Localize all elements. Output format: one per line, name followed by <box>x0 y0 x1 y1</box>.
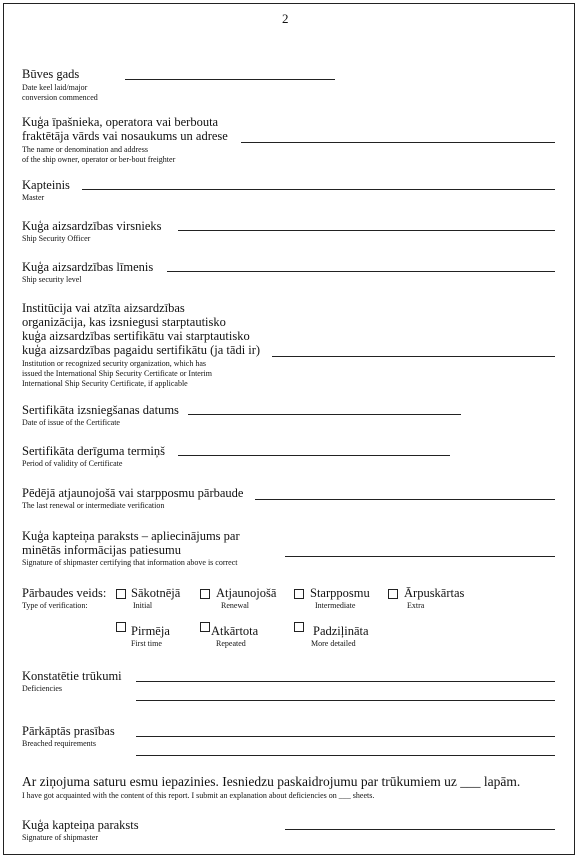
checkbox-renewal[interactable] <box>200 589 210 599</box>
option-more-detailed-label: Padziļināta <box>313 624 369 638</box>
field-label-last-renewal: Pēdējā atjaunojošā vai starpposmu pārbaude <box>22 486 244 500</box>
page-number: 2 <box>282 11 289 26</box>
option-first-time-label: Pirmēja <box>131 624 170 638</box>
validity-field[interactable] <box>178 455 450 456</box>
field-label-en-line: conversion commenced <box>22 93 98 102</box>
checkbox-intermediate[interactable] <box>294 589 304 599</box>
field-label-en-line: Period of validity of Certificate <box>22 459 123 468</box>
option-extra-label-en: Extra <box>407 601 425 610</box>
field-label-master: Kapteinis <box>22 178 70 192</box>
option-repeated-label-en: Repeated <box>216 639 246 648</box>
field-label-issue-date: Sertifikāta izsniegšanas datums <box>22 403 179 417</box>
option-intermediate-label: Starpposmu <box>310 586 370 600</box>
signature-field[interactable] <box>285 829 555 830</box>
field-label-en-line: Ship security level <box>22 275 82 284</box>
option-repeated-label: Atkārtota <box>211 624 259 638</box>
field-label-en-line: Signature of shipmaster certifying that information above is correct <box>22 558 238 567</box>
field-label-en-line: issued the International Ship Security Certificate or Interim <box>22 369 212 378</box>
field-label-institution: kuģa aizsardzības pagaidu sertifikātu (ja tādi ir) <box>22 343 261 357</box>
field-label-institution: organizācija, kas izsniegusi starptautisko <box>22 315 226 329</box>
deficiencies-label-en: Deficiencies <box>22 684 62 693</box>
field-label-en-line: Date of issue of the Certificate <box>22 418 120 427</box>
checkbox-repeated[interactable] <box>200 622 210 632</box>
checkbox-initial[interactable] <box>116 589 126 599</box>
institution-field[interactable] <box>272 356 555 357</box>
verification-label-en: Type of verification: <box>22 601 88 610</box>
checkbox-extra[interactable] <box>388 589 398 599</box>
field-label-en-line: Date keel laid/major <box>22 83 88 92</box>
field-label-en-line: Institution or recognized security organization, which has <box>22 359 207 368</box>
deficiencies-field-line-2[interactable] <box>136 700 555 701</box>
deficiencies-label: Konstatētie trūkumi <box>22 669 122 683</box>
breached-label: Pārkāptās prasības <box>22 724 115 738</box>
field-label-en-line: International Ship Security Certificate, if applicable <box>22 379 188 388</box>
field-label-owner: Kuģa īpašnieka, operatora vai berbouta <box>22 115 219 129</box>
field-label-en-line: Ship Security Officer <box>22 234 91 243</box>
field-label-institution: kuģa aizsardzības sertifikātu vai starptautisko <box>22 329 250 343</box>
owner-field[interactable] <box>241 142 555 143</box>
field-label-sso: Kuģa aizsardzības virsnieks <box>22 219 162 233</box>
field-label-en-line: The last renewal or intermediate verification <box>22 501 165 510</box>
checkbox-more-detailed[interactable] <box>294 622 304 632</box>
master-certify-signature-field[interactable] <box>285 556 555 557</box>
option-intermediate-label-en: Intermediate <box>315 601 356 610</box>
breached-field-line-1[interactable] <box>136 736 555 737</box>
field-label-master-certify: minētās informācijas patiesumu <box>22 543 181 557</box>
option-renewal-label-en: Renewal <box>221 601 249 610</box>
field-label-en-line: of the ship owner, operator or ber-bout freighter <box>22 155 176 164</box>
sso-field[interactable] <box>178 230 555 231</box>
breached-label-en: Breached requirements <box>22 739 96 748</box>
acknowledgement-text-en: I have got acquainted with the content of this report. I submit an explanation about deficiencies on ___ sheets. <box>22 791 375 800</box>
signature-label: Kuģa kapteiņa paraksts <box>22 818 139 832</box>
field-label-en-line: The name or denomination and address <box>22 145 148 154</box>
field-label-owner: fraktētāja vārds vai nosaukums un adrese <box>22 129 228 143</box>
field-label-institution: Institūcija vai atzīta aizsardzības <box>22 301 185 315</box>
verification-label: Pārbaudes veids: <box>22 586 107 600</box>
deficiencies-field-line-1[interactable] <box>136 681 555 682</box>
option-more-detailed-label-en: More detailed <box>311 639 356 648</box>
breached-field-line-2[interactable] <box>136 755 555 756</box>
option-extra-label: Ārpuskārtas <box>404 586 465 600</box>
field-label-validity: Sertifikāta derīguma termiņš <box>22 444 166 458</box>
field-label-security-level: Kuģa aizsardzības līmenis <box>22 260 154 274</box>
build-year-field[interactable] <box>125 79 335 80</box>
field-label-build-year: Būves gads <box>22 67 80 81</box>
option-initial-label: Sākotnējā <box>131 586 181 600</box>
last-renewal-field[interactable] <box>255 499 555 500</box>
field-label-master-certify: Kuģa kapteiņa paraksts – apliecinājums par <box>22 529 240 543</box>
option-initial-label-en: Initial <box>133 601 153 610</box>
option-first-time-label-en: First time <box>131 639 162 648</box>
option-renewal-label: Atjaunojošā <box>216 586 277 600</box>
acknowledgement-text: Ar ziņojuma saturu esmu iepazinies. Iesniedzu paskaidrojumu par trūkumiem uz ___ lapām. <box>22 774 521 789</box>
issue-date-field[interactable] <box>188 414 461 415</box>
master-field[interactable] <box>82 189 555 190</box>
checkbox-first-time[interactable] <box>116 622 126 632</box>
security-level-field[interactable] <box>167 271 555 272</box>
signature-label-en: Signature of shipmaster <box>22 833 98 842</box>
field-label-en-line: Master <box>22 193 45 202</box>
